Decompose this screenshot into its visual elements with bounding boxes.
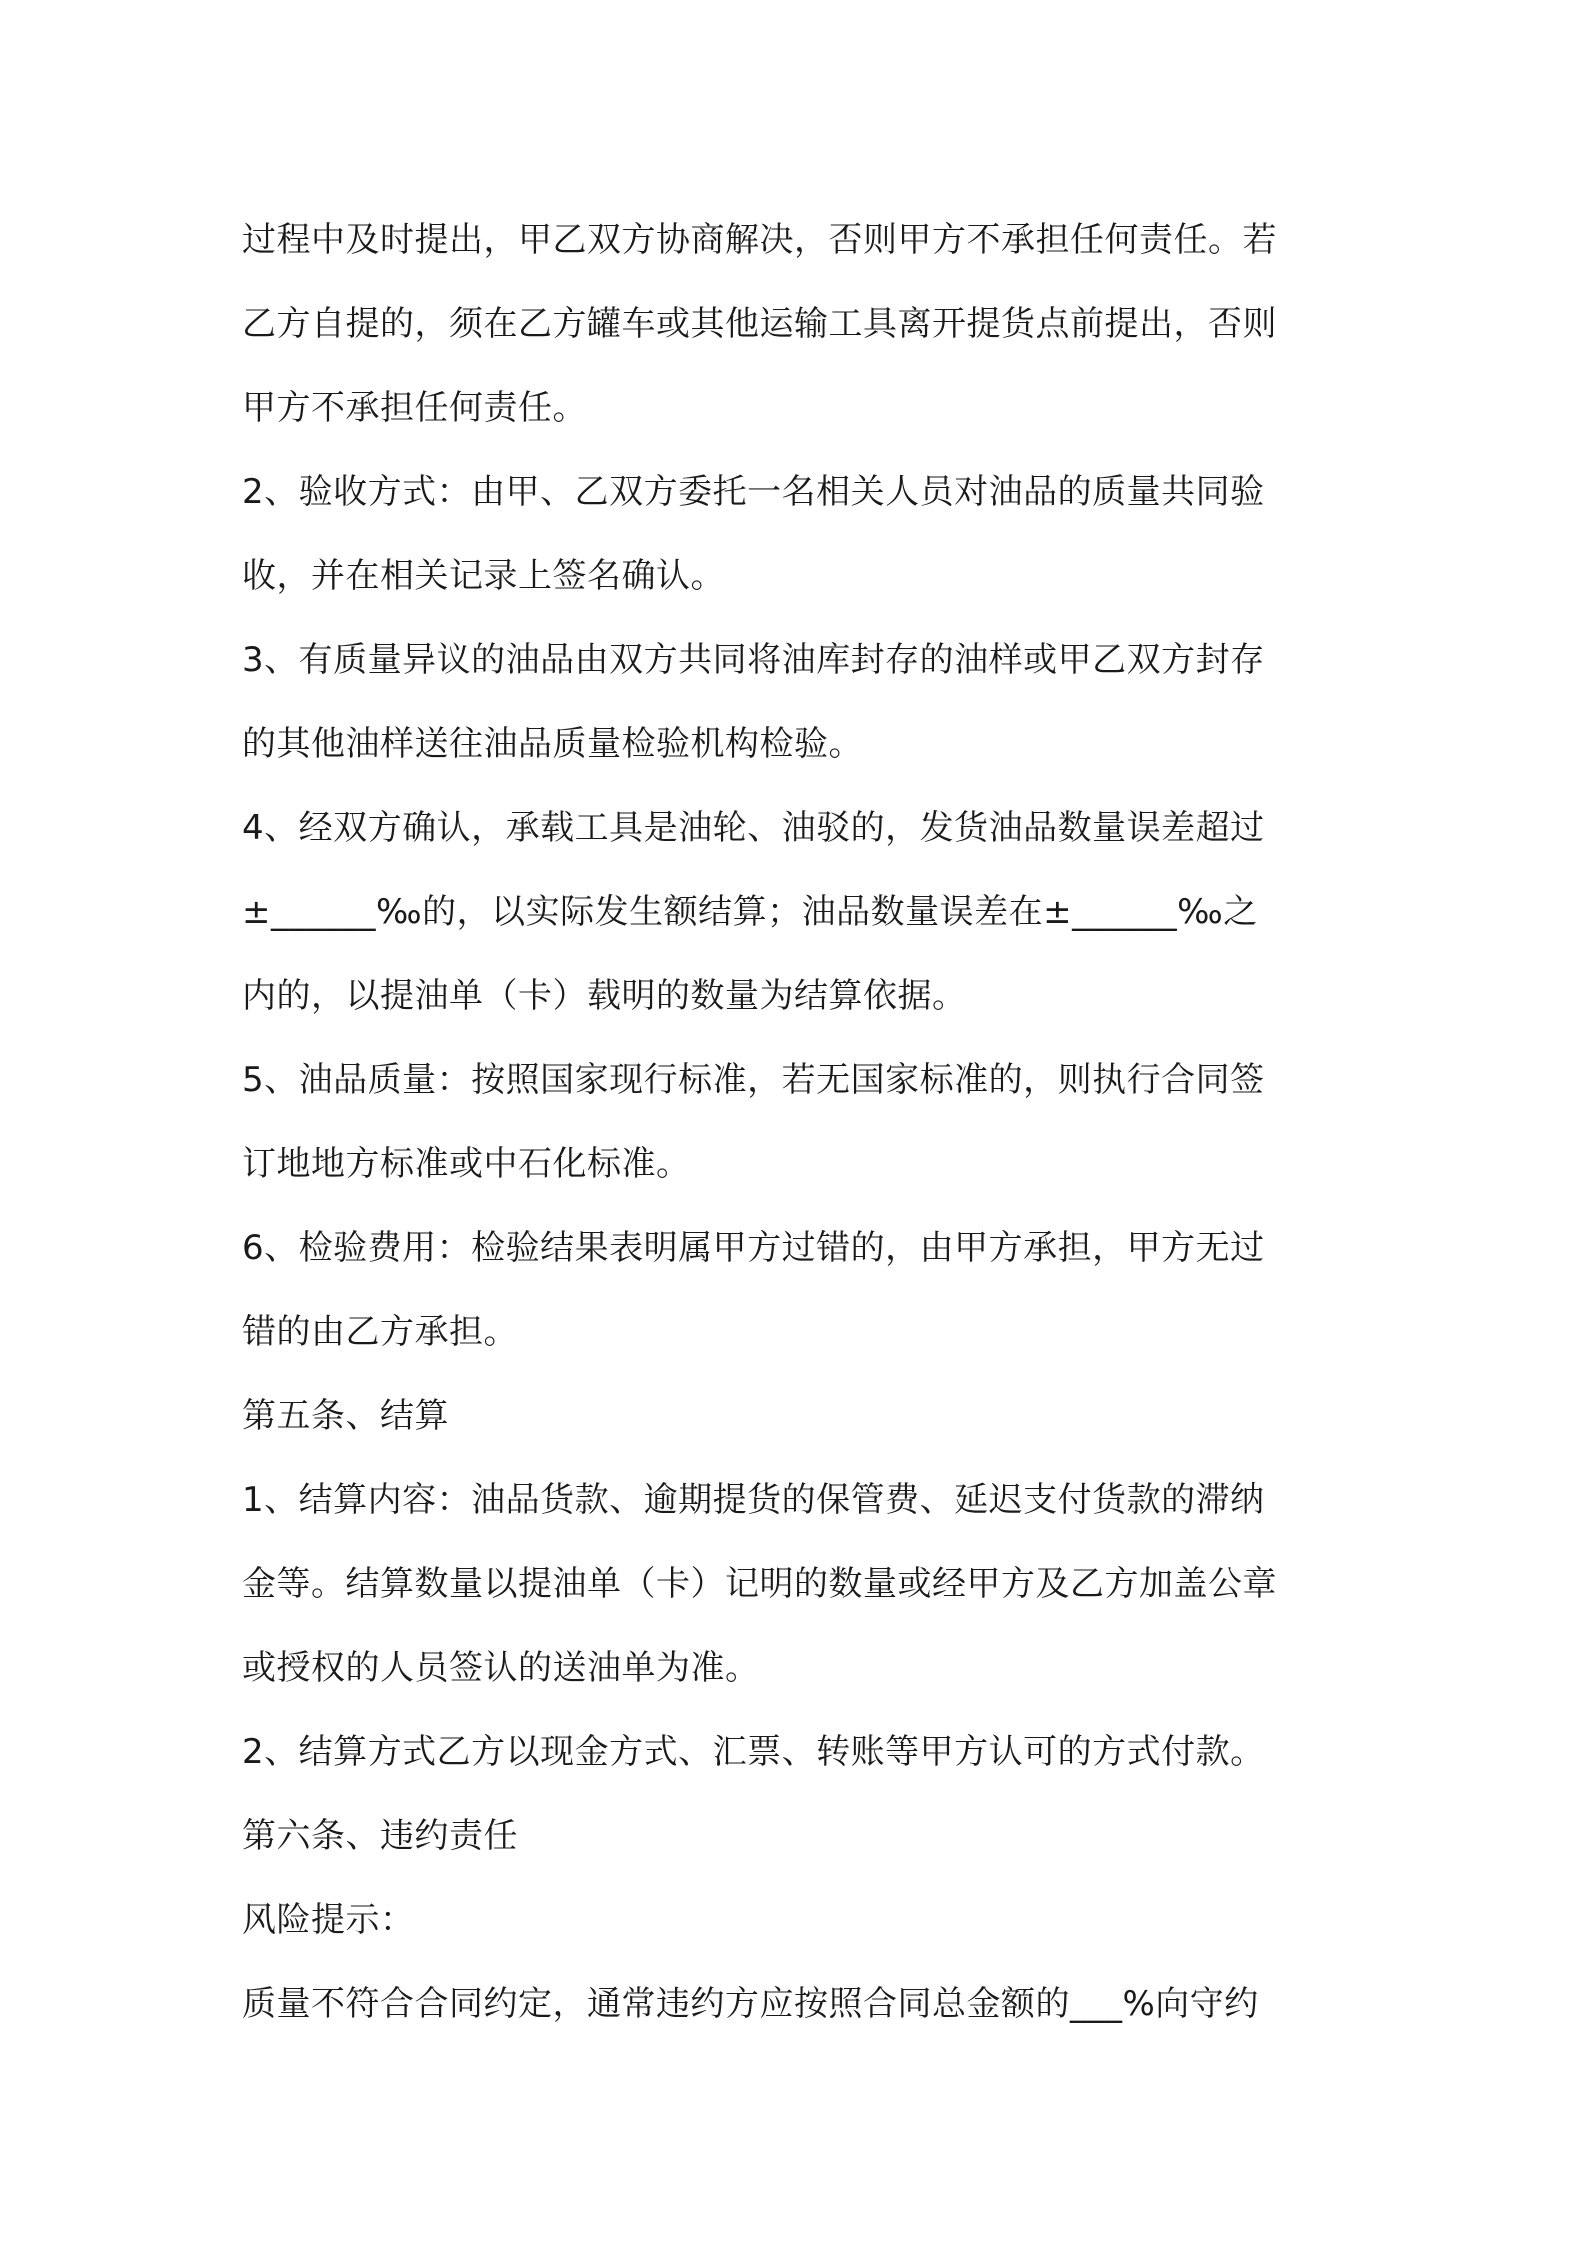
text-line: 6、检验费用：检验结果表明属甲方过错的，由甲方承担，甲方无过 <box>242 1228 1265 1268</box>
text-line: 乙方自提的，须在乙方罐车或其他运输工具离开提货点前提出，否则 <box>242 304 1277 344</box>
text-line: 金等。结算数量以提油单（卡）记明的数量或经甲方及乙方加盖公章 <box>242 1564 1277 1604</box>
document-body <box>242 198 1362 2046</box>
risk-notice-label: 风险提示： <box>242 1900 415 1940</box>
text-line: 或授权的人员签认的送油单为准。 <box>242 1648 760 1688</box>
text-line: 质量不符合合同约定，通常违约方应按照合同总金额的___%向守约 <box>242 1984 1259 2024</box>
text-line: 过程中及时提出，甲乙双方协商解决，否则甲方不承担任何责任。若 <box>242 220 1277 260</box>
text-line: 3、有质量异议的油品由双方共同将油库封存的油样或甲乙双方封存 <box>242 640 1265 680</box>
text-line: ±______‰的，以实际发生额结算；油品数量误差在±______‰之 <box>242 892 1258 932</box>
text-line: 收，并在相关记录上签名确认。 <box>242 556 725 596</box>
text-line: 错的由乙方承担。 <box>242 1312 518 1352</box>
text-line: 2、结算方式乙方以现金方式、汇票、转账等甲方认可的方式付款。 <box>242 1732 1265 1772</box>
text-line: 的其他油样送往油品质量检验机构检验。 <box>242 724 863 764</box>
text-line: 2、验收方式：由甲、乙双方委托一名相关人员对油品的质量共同验 <box>242 472 1265 512</box>
text-line: 5、油品质量：按照国家现行标准，若无国家标准的，则执行合同签 <box>242 1060 1265 1100</box>
section-heading: 第六条、违约责任 <box>242 1816 518 1856</box>
text-line: 甲方不承担任何责任。 <box>242 388 587 428</box>
text-line: 订地地方标准或中石化标准。 <box>242 1144 691 1184</box>
text-line: 内的，以提油单（卡）载明的数量为结算依据。 <box>242 976 967 1016</box>
text-line: 4、经双方确认，承载工具是油轮、油驳的，发货油品数量误差超过 <box>242 808 1265 848</box>
text-line: 1、结算内容：油品货款、逾期提货的保管费、延迟支付货款的滞纳 <box>242 1480 1265 1520</box>
section-heading: 第五条、结算 <box>242 1396 449 1436</box>
